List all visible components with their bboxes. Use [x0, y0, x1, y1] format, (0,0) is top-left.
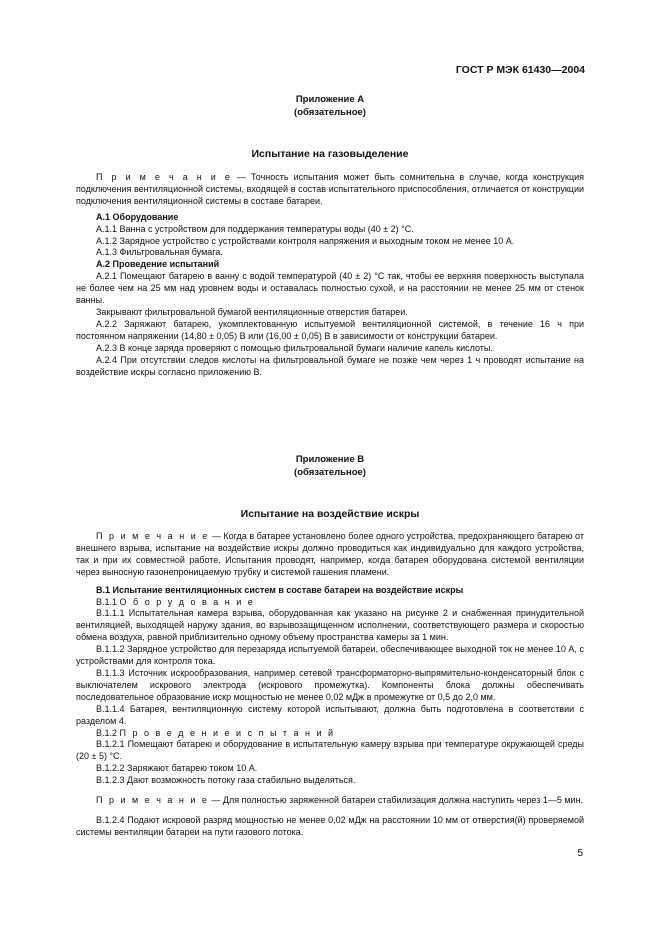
- appendix-a-note: [76, 172, 584, 208]
- appendix-b-note-2: [76, 795, 584, 807]
- note-text: — Когда в батарее установлено более одного устройства, предохраняющего батарею от внешнего взрыва, испытание на воздействие искры должно проводиться как индивидуально для каждого устройства, так и при их совместной работе. Испытания проводят, например, когда батарея оборудована системой вентиляции через выносную газонепроницаемую трубку и системой гашения пламени.: [76, 531, 584, 577]
- note-text: — Точность испытания может быть сомнительна в случае, когда конструкция подключения вентиляционной системы, входящей в состав испытательного приспособления, отличается от конструкции подключения вентиляционной системы в составе батареи.: [76, 172, 584, 206]
- clause-b122: В.1.2.2 Заряжают батарею током 10 А.: [96, 763, 258, 774]
- clause-a22: А.2.2 Заряжают батарею, укомплектованную испытуемой вентиляционной системой, в течение 16 ч при постоянном напряжении (14,80 ± 0,05) В или (16,00 ± 0,05) В в зависимости от конструкции батареи.: [76, 318, 584, 341]
- clause-b114: В.1.1.4 Батарея, вентиляционную систему которой испытывают, должна быть подготовлена в соответствии с разделом 4.: [76, 703, 584, 726]
- subsection-b11-number: В.1.1: [96, 596, 118, 607]
- section-a1-title: А.1 Оборудование: [96, 211, 179, 222]
- appendix-a-status: (обязательное): [294, 106, 366, 118]
- clause-a12: А.1.2 Зарядное устройство с устройствами контроля напряжения и выходным током не менее 10 А.: [96, 235, 515, 246]
- clause-a13: А.1.3 Фильтровальная бумага.: [96, 247, 223, 258]
- appendix-b-header: [76, 454, 584, 479]
- clause-a23: А.2.3 В конце заряда проверяют с помощью фильтровальной бумаги наличие капель кислоты.: [96, 342, 493, 353]
- appendix-b-status: (обязательное): [294, 466, 366, 478]
- appendix-a-body: [76, 172, 584, 378]
- document-id: ГОСТ Р МЭК 61430—2004: [455, 64, 585, 76]
- note-text: — Для полностью заряженной батареи стабилизация должна наступить через 1—5 мин.: [208, 795, 584, 806]
- appendix-b-heading-text: Испытание на воздействие искры: [240, 508, 420, 520]
- clause-b124: В.1.2.4 Подают искровой разряд мощностью не менее 0,02 мДж на расстоянии 10 мм от отверстия(й) проверяемой системы вентиляции батареи на пути газового потока.: [76, 814, 584, 837]
- subsection-b12-title: П р о в е д е н и е и с п ы т а н и й: [119, 727, 336, 738]
- clause-a24: А.2.4 При отсутствии следов кислоты на фильтровальной бумаге не позже чем через 1 ч проводят испытание на воздействие искры согласно приложению В.: [76, 354, 584, 377]
- clause-b121: В.1.2.1 Помещают батарею и оборудование в испытательную камеру взрыва при температуре окружающей среды (20 ± 5) °С.: [76, 739, 584, 762]
- clause-b111: В.1.1.1 Испытательная камера взрыва, оборудованная как указано на рисунке 2 и снабженная принудительной вентиляцией, выходящей наружу здания, во взрывозащищенном исполнении, соответствующего размера и скоростью обмена воздуха, равной приблизительно одному объему пространства камеры за 1 мин.: [76, 608, 584, 643]
- note-label: П р и м е ч а н и е: [96, 531, 210, 541]
- clause-b113: В.1.1.3 Источник искрообразования, например сетевой трансформаторно-выпрямительно-конденсаторный блок с выключателем искрового электрода (искрового промежутка). Компоненты блока должны обеспечивать последовательное образование искр мощностью не менее 0,02 мДж в промежутке от 0,5 до 2,0 мм.: [76, 667, 584, 702]
- appendix-b-note: [76, 531, 584, 579]
- subsection-b12: [76, 728, 584, 740]
- section-b1-title: В.1 Испытание вентиляционных систем в составе батареи на воздействие искры: [96, 584, 464, 595]
- appendix-a-title: Приложение А: [295, 94, 365, 105]
- clause-b112: В.1.1.2 Зарядное устройство для перезаряда испытуемой батареи, обеспечивающее выходной ток не менее 10 А, с устройствами для контроля тока.: [76, 644, 584, 667]
- clause-b123: В.1.2.3 Дают возможность потоку газа стабильно выделяться.: [96, 775, 356, 786]
- appendix-b-heading: [76, 508, 584, 520]
- section-a2-title: А.2 Проведение испытаний: [96, 259, 220, 270]
- appendix-a-heading-text: Испытание на газовыделение: [251, 148, 409, 160]
- clause-a11: А.1.1 Ванна с устройством для поддержания температуры воды (40 ± 2) °С.: [96, 223, 414, 234]
- appendix-b-body: [76, 531, 584, 839]
- subsection-b11: [76, 597, 584, 609]
- note-label: П р и м е ч а н и е: [96, 172, 232, 182]
- subsection-b12-number: В.1.2: [96, 727, 118, 738]
- appendix-a-header: [76, 94, 584, 119]
- subsection-b11-title: О б о р у д о в а н и е: [119, 596, 255, 607]
- clause-a21b: Закрывают фильтровальной бумагой вентиляционные отверстия батареи.: [96, 306, 408, 317]
- page-number: 5: [577, 848, 583, 859]
- note-label: П р и м е ч а н и е: [96, 795, 209, 806]
- clause-a21: А.2.1 Помещают батарею в ванну с водой температурой (40 ± 2) °С так, чтобы ее верхняя поверхность выступала не более чем на 25 мм над уровнем воды и оставалась полностью сухой, и на расстоянии не менее 25 мм от стенок ванны.: [76, 271, 584, 306]
- appendix-a-heading: [76, 148, 584, 160]
- appendix-b-title: Приложение В: [295, 454, 365, 465]
